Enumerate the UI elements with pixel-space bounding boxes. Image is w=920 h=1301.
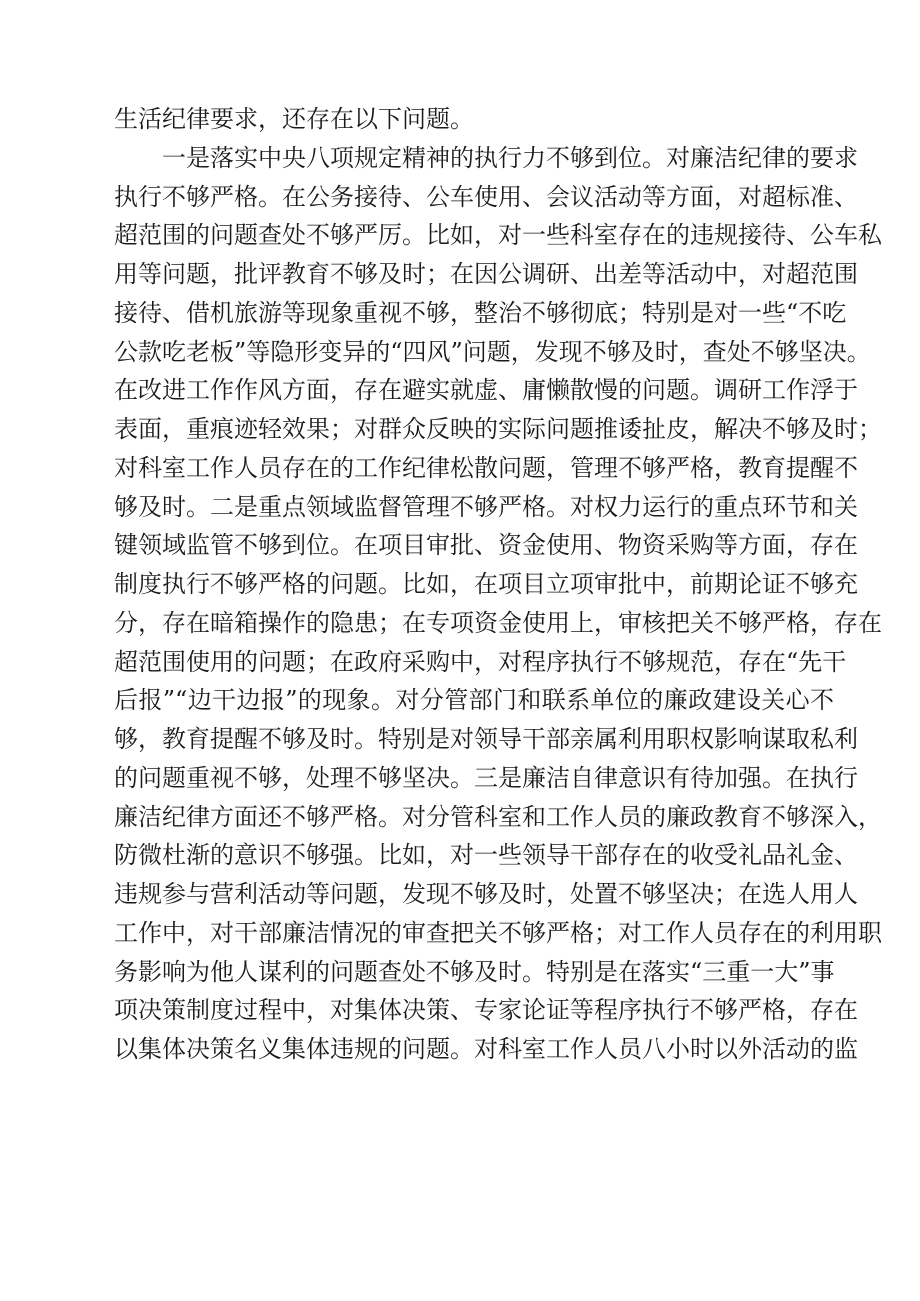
text-line: 工作中，对干部廉洁情况的审查把关不够严格；对工作人员存在的利用职 [114, 918, 882, 947]
text-line: 够及时。二是重点领域监督管理不够严格。对权力运行的重点环节和关 [114, 492, 858, 521]
body-text [114, 100, 882, 1069]
text-line: 用等问题，批评教育不够及时；在因公调研、出差等活动中，对超范围 [114, 260, 858, 288]
text-line: 键领域监管不够到位。在项目审批、资金使用、物资采购等方面，存在 [114, 531, 858, 560]
text-line: 执行不够严格。在公务接待、公车使用、会议活动等方面，对超标准、 [114, 182, 858, 211]
text-line: 接待、借机旅游等现象重视不够，整治不够彻底；特别是对一些“不吃 [114, 298, 847, 327]
text-line: 超范围使用的问题；在政府采购中，对程序执行不够规范，存在“先干 [114, 647, 847, 676]
text-line: 防微杜渐的意识不够强。比如，对一些领导干部存在的收受礼品礼金、 [114, 841, 858, 870]
text-line: 违规参与营利活动等问题，发现不够及时，处置不够坚决；在选人用人 [114, 880, 858, 908]
text-line: 公款吃老板”等隐形变异的“四风”问题，发现不够及时，查处不够坚决。 [114, 337, 871, 366]
text-line: 一是落实中央八项规定精神的执行力不够到位。对廉洁纪律的要求 [162, 143, 858, 172]
text-line: 廉洁纪律方面还不够严格。对分管科室和工作人员的廉政教育不够深入， [114, 802, 882, 831]
text-line: 务影响为他人谋利的问题查处不够及时。特别是在落实“三重一大”事 [114, 957, 835, 986]
text-line: 超范围的问题查处不够严厉。比如，对一些科室存在的违规接待、公车私 [114, 221, 882, 250]
text-line: 够，教育提醒不够及时。特别是对领导干部亲属利用职权影响谋取私利 [114, 725, 858, 753]
text-line: 对科室工作人员存在的工作纪律松散问题，管理不够严格，教育提醒不 [114, 453, 858, 482]
text-line: 生活纪律要求，还存在以下问题。 [114, 105, 474, 133]
text-line: 后报”“边干边报”的现象。对分管部门和联系单位的廉政建设关心不 [114, 686, 834, 715]
text-line: 以集体决策名义集体违规的问题。对科室工作人员八小时以外活动的监 [114, 1035, 858, 1063]
text-line: 在改进工作作风方面，存在避实就虚、庸懒散慢的问题。调研工作浮于 [114, 376, 858, 405]
text-line: 的问题重视不够，处理不够坚决。三是廉洁自律意识有待加强。在执行 [114, 763, 858, 792]
text-line: 表面，重痕迹轻效果；对群众反映的实际问题推诿扯皮，解决不够及时； [114, 415, 882, 443]
text-line: 项决策制度过程中，对集体决策、专家论证等程序执行不够严格，存在 [114, 996, 858, 1025]
text-line: 分，存在暗箱操作的隐患；在专项资金使用上，审核把关不够严格，存在 [114, 608, 882, 637]
text-line: 制度执行不够严格的问题。比如，在项目立项审批中，前期论证不够充 [114, 570, 858, 598]
